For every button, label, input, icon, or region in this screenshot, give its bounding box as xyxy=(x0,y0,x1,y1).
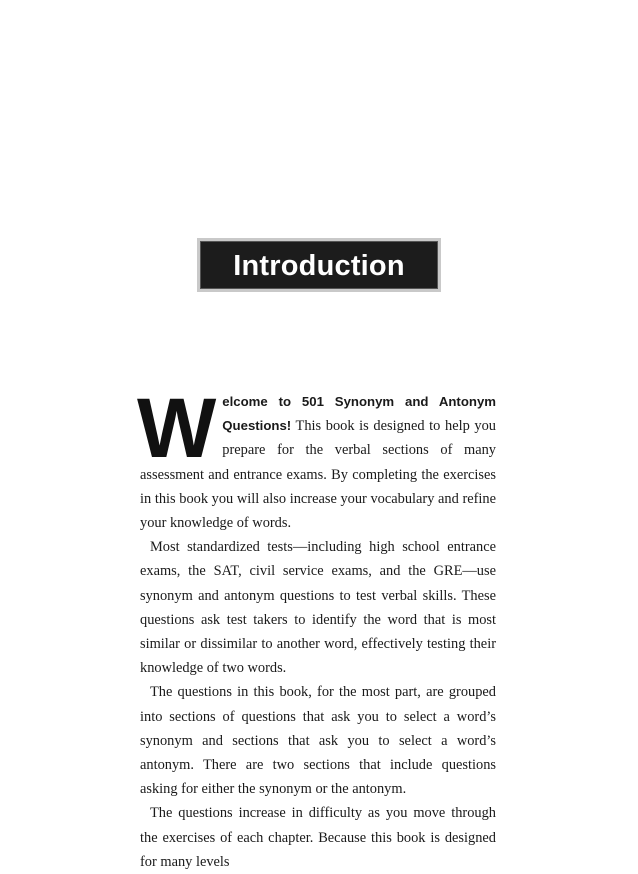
chapter-title-box xyxy=(197,238,441,292)
intro-lead-bold: elcome to 501 Synonym and Antonym xyxy=(222,394,496,409)
body-text xyxy=(137,381,496,874)
intro-paragraph xyxy=(137,381,496,535)
chapter-title: Introduction xyxy=(233,249,405,282)
intro-lead-bold-tail: Questions! xyxy=(222,418,292,434)
body-paragraph: The questions increase in difficulty as you move through the exercises of each chapter. Because this book is designed for many levels xyxy=(140,805,496,870)
drop-cap: W xyxy=(137,381,217,475)
body-paragraph: Most standardized tests—including high school entrance exams, the SAT, civil service exams, and the GRE—use synonym and antonym questions to test verbal skills. These questions ask test takers to identify the word that is most similar or dissimilar to another word, effectively testing their knowledge of two words. xyxy=(140,539,496,677)
body-paragraph: The questions in this book, for the most part, are grouped into sections of questions that ask you to select a word’s synonym and sections that ask you to select a word’s antonym. There are two sections that include questions asking for either the synonym or the antonym. xyxy=(140,684,496,798)
intro-lead-rest: This book is designed to help you prepare for the verbal sections of many assessment and entrance exams. By completing the exercises in this book you will also increase your vocabulary and refine your knowledge of words. xyxy=(140,418,496,532)
